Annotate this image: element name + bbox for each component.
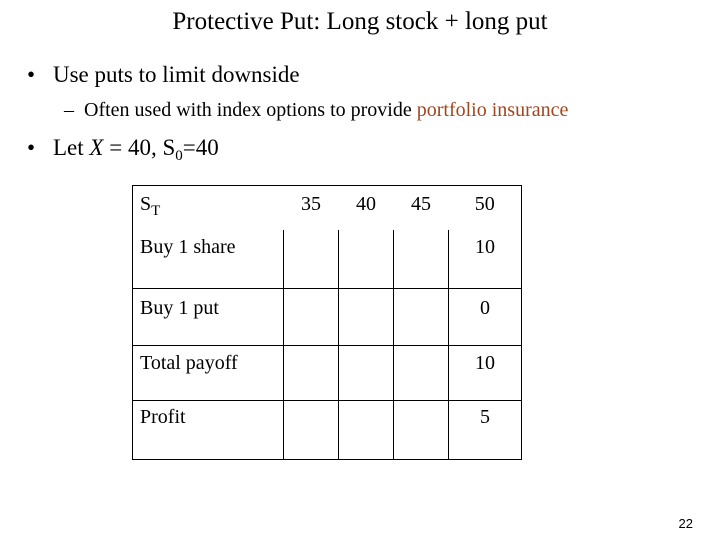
bullet-let-x <box>27 134 219 170</box>
table-row <box>133 401 522 460</box>
table-row <box>133 346 522 401</box>
x-variable: X <box>89 135 104 160</box>
table-cell <box>339 346 394 401</box>
table-cell <box>339 289 394 346</box>
row-label: Profit <box>133 401 284 460</box>
header-cell: 45 <box>411 193 431 215</box>
table-cell <box>284 289 339 346</box>
st-subscript: T <box>151 203 161 219</box>
table-cell <box>339 401 394 460</box>
portfolio-insurance-highlight: portfolio insurance <box>416 99 569 121</box>
header-cell: 50 <box>449 186 522 231</box>
payoff-table <box>132 185 522 460</box>
row-label: Buy 1 share <box>133 230 284 289</box>
let-text: Let <box>53 135 90 160</box>
table-row <box>133 289 522 346</box>
table-cell: 10 <box>449 346 522 401</box>
x-equals-text: = 40, S <box>103 135 176 160</box>
row-label: Buy 1 put <box>133 289 284 346</box>
bullet-text: Use puts to limit downside <box>53 62 300 87</box>
header-label-cell <box>133 186 284 231</box>
table-cell <box>284 230 339 289</box>
page-number: 22 <box>678 516 693 531</box>
bullet-dot: • <box>27 135 36 160</box>
table-cell <box>284 401 339 460</box>
table-cell: 5 <box>449 401 522 460</box>
table-cell <box>394 401 449 460</box>
s-equals-text: =40 <box>182 135 219 160</box>
table-cell <box>339 230 394 289</box>
sub-bullet-text: Often used with index options to provide <box>84 99 417 121</box>
table-header-row <box>133 186 522 231</box>
s-subscript: 0 <box>175 148 183 164</box>
table-cell: 10 <box>449 230 522 289</box>
bullet-limit-downside <box>27 61 300 89</box>
header-cell: 35 <box>301 193 321 215</box>
table-cell: 0 <box>449 289 522 346</box>
table-cell <box>394 289 449 346</box>
table-cell <box>284 346 339 401</box>
table-cell <box>394 346 449 401</box>
row-label: Total payoff <box>133 346 284 401</box>
bullet-dot: • <box>27 62 36 87</box>
header-cell: 40 <box>356 193 376 215</box>
sub-bullet-index-options <box>64 97 568 123</box>
table-row <box>133 230 522 289</box>
st-label: S <box>140 193 152 215</box>
sub-bullet-dash: – <box>64 99 74 121</box>
slide-title: Protective Put: Long stock + long put <box>172 8 548 35</box>
table-cell <box>394 230 449 289</box>
